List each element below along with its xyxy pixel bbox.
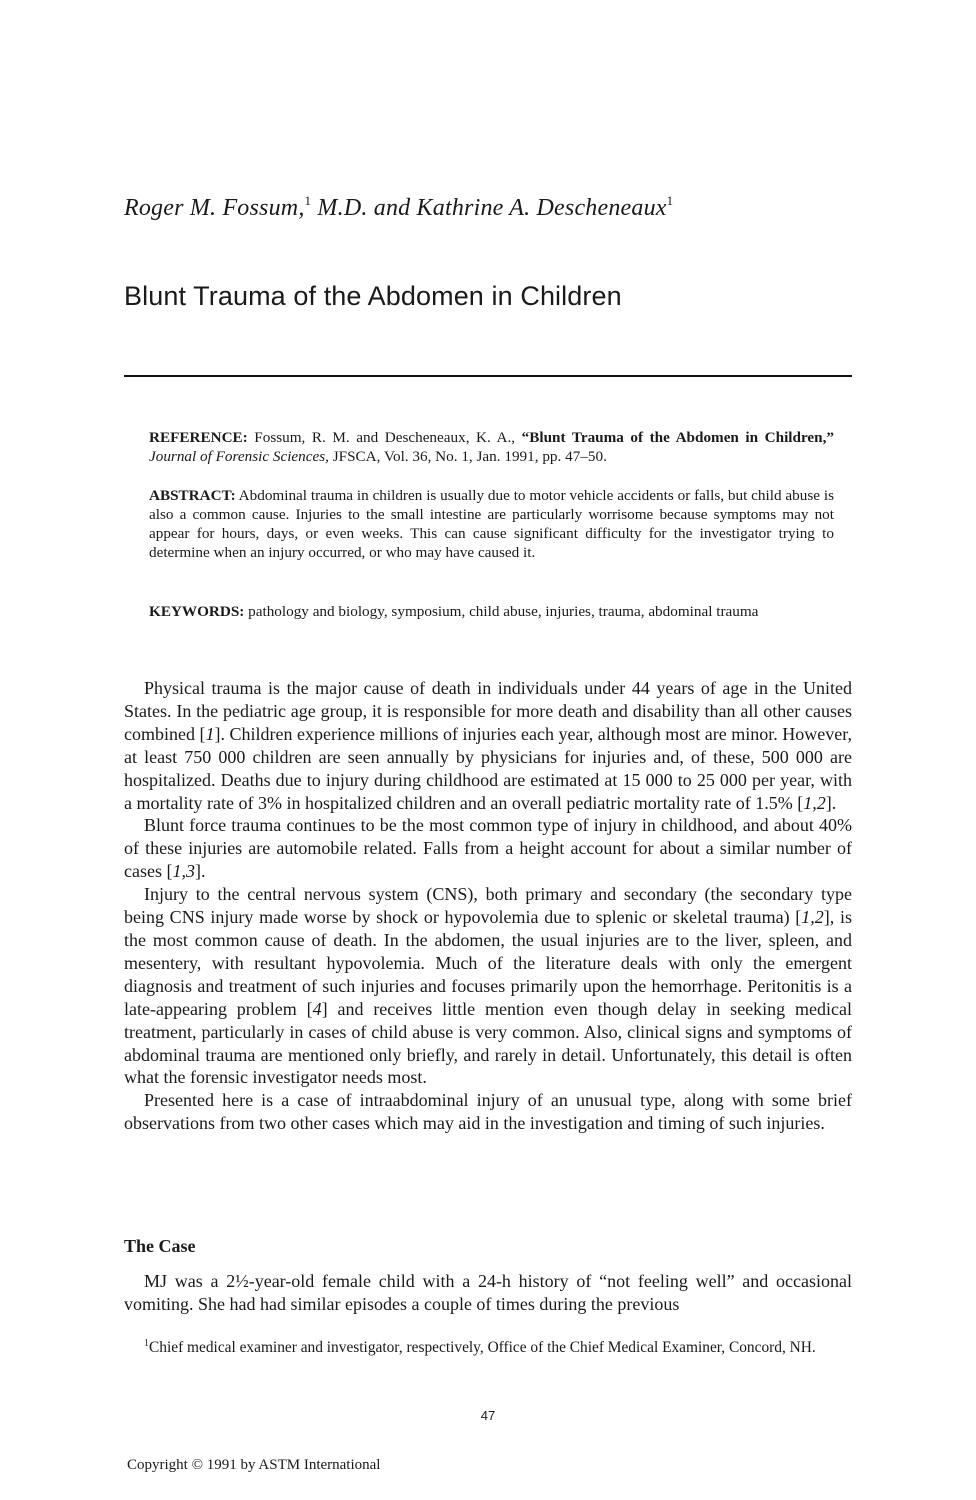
affiliation-mark: 1	[666, 193, 674, 208]
citation-ref: 4	[312, 998, 322, 1019]
section-heading: The Case	[124, 1236, 196, 1256]
abstract-text: Abdominal trauma in children is usually due to motor vehicle accidents or falls, but child abuse is also a common cause. Injuries to the small intestine are particularly worrisome because symptoms may not appear for hours, days, or even weeks. This can cause significant difficulty for the investigator trying to determine when an injury occurred, or who may have caused it.	[149, 487, 834, 561]
copyright-notice: Copyright © 1991 by ASTM International	[127, 1457, 381, 1473]
citation-ref: 1,2	[803, 792, 826, 813]
reference-citation: JFSCA, Vol. 36, No. 1, Jan. 1991, pp. 47–50.	[328, 448, 607, 465]
author-fossum: Roger M. Fossum,	[124, 195, 305, 221]
abstract-block	[149, 486, 834, 562]
paragraph-text: Injury to the central nervous system (CNS), both primary and secondary (the secondary type being CNS injury made worse by shock or hypovolemia due to splenic or skeletal trauma) [	[124, 884, 852, 928]
body-paragraph	[124, 677, 852, 814]
case-section	[124, 1270, 852, 1316]
title-rule	[124, 375, 852, 377]
citation-ref: 1,3	[172, 861, 195, 882]
body-paragraph: MJ was a 2½-year-old female child with a 24-h history of “not feeling well” and occasional vomiting. She had had similar episodes a couple of times during the previous	[124, 1271, 852, 1314]
abstract-label: ABSTRACT:	[149, 487, 236, 504]
reference-block	[149, 428, 834, 466]
paragraph-text: Blunt force trauma continues to be the most common type of injury in childhood, and about 40% of these injuries are automobile related. Falls from a height account for about a similar number of cases [	[124, 815, 852, 882]
reference-authors: Fossum, R. M. and Descheneaux, K. A.,	[247, 429, 522, 446]
intro-section	[124, 677, 852, 1135]
reference-article-title: “Blunt Trauma of the Abdomen in Children,”	[521, 429, 835, 446]
keywords-label: KEYWORDS:	[149, 603, 245, 620]
paper-title: Blunt Trauma of the Abdomen in Children	[124, 281, 622, 311]
body-paragraph: Presented here is a case of intraabdominal injury of an unusual type, along with some brief observations from two other cases which may aid in the investigation and timing of such injuries.	[124, 1090, 852, 1134]
citation-ref: 1,2	[801, 907, 824, 928]
citation-ref: 1	[205, 723, 215, 744]
paragraph-text: ].	[194, 861, 206, 882]
keywords-text: pathology and biology, symposium, child abuse, injuries, trauma, abdominal trauma	[244, 603, 759, 620]
paragraph-text: Physical trauma is the major cause of death in individuals under 44 years of age in the United States. In the pediatric age group, it is responsible for more death and disability than all other causes combined [	[124, 678, 852, 744]
body-paragraph	[124, 883, 852, 1089]
footnote	[124, 1338, 852, 1357]
author-degree-and-second-author: M.D. and Kathrine A. Descheneaux	[311, 195, 667, 221]
reference-journal: Journal of Forensic Sciences,	[149, 448, 329, 465]
paragraph-text: ]. Children experience millions of injuries each year, although most are minor. However, at least 750 000 children are seen annually by physicians for injuries and, of these, 500 000 are hospitalized. Deaths due to injury during childhood are estimated at 15 000 to 25 000 per year, with a mortality rate of 3% in hospitalized children and an overall pediatric mortality rate of 1.5% [	[124, 723, 852, 813]
reference-label: REFERENCE:	[149, 429, 248, 446]
paragraph-text: ] and receives little mention even though delay in seeking medical treatment, particularly in cases of child abuse is very common. Also, clinical signs and symptoms of abdominal trauma are mentioned only briefly, and rarely in detail. Unfortunately, this detail is often what the forensic investigator needs most.	[124, 998, 852, 1088]
author-line	[124, 192, 884, 224]
paragraph-text: ].	[825, 792, 837, 813]
page-number: 47	[480, 1408, 496, 1423]
footnote-text: Chief medical examiner and investigator, respectively, Office of the Chief Medical Examiner, Concord, NH.	[149, 1339, 816, 1356]
affiliation-mark: 1	[304, 193, 312, 208]
keywords-block	[149, 602, 834, 621]
footnote-mark: 1	[144, 1338, 149, 1349]
body-paragraph	[124, 814, 852, 883]
paragraph-text: ], is the most common cause of death. In the abdomen, the usual injuries are to the liver, spleen, and mesentery, with resultant hypovolemia. Much of the literature deals with only the emergent diagnosis and treatment of such injuries and focuses primarily upon the hemorrhage. Peritonitis is a late-appearing problem [	[124, 907, 852, 1019]
